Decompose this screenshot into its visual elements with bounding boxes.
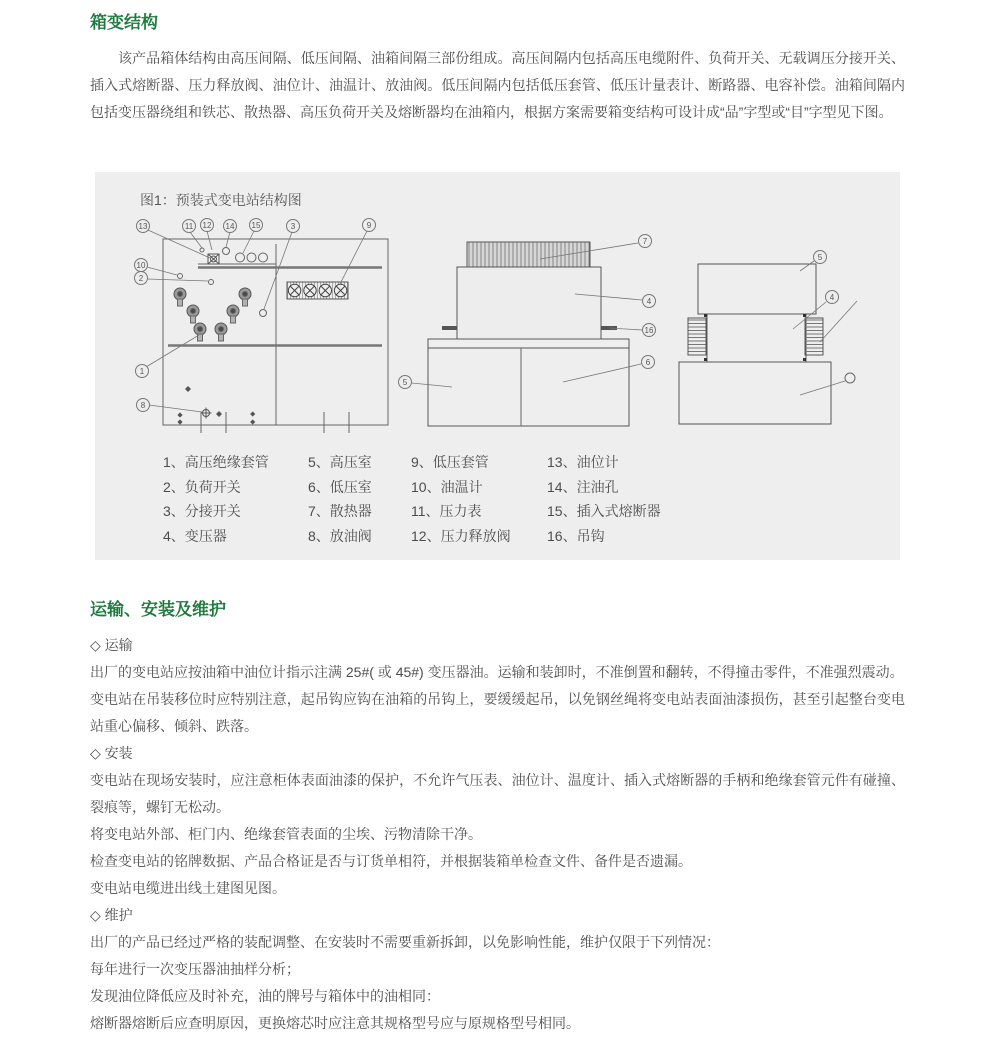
drain-valve-symbol: [201, 408, 212, 419]
install-subhead: ◇ 安装: [90, 745, 133, 761]
side-view-leaders: [793, 261, 857, 395]
legend-item: 13、油位计: [547, 454, 619, 470]
section1-paragraph: 该产品箱体结构由高压间隔、低压间隔、油箱间隔三部份组成。高压间隔内包括高压电缆附件、负荷开关、无载调压分接开关、插入式熔断器、压力释放阀、油位计、油温计、放油阀。低压间隔内包括低压套管、低压计量表计、断路器、电容补偿。油箱间隔内包括变压器绕组和铁芯、散热器、高压负荷开关及熔断器均在油箱内，根据方案需要箱变结构可设计成“品”字型或“目”字型见下图。: [90, 50, 905, 120]
hv-insulators: [174, 288, 251, 341]
legend-item: 2、负荷开关: [163, 478, 241, 495]
callout-7: [639, 235, 652, 248]
svg-text:13: 13: [138, 221, 148, 231]
legend-item: 14、注油孔: [547, 478, 619, 495]
svg-text:8: 8: [140, 400, 146, 410]
bottom-fittings: [177, 386, 255, 425]
legend-item: 1、高压绝缘套管: [163, 454, 269, 470]
svg-text:2: 2: [138, 273, 144, 283]
figure-panel: [95, 172, 900, 560]
legend-item: 7、散热器: [308, 503, 372, 519]
svg-text:1: 1: [139, 366, 145, 376]
callout-9: [363, 219, 376, 232]
svg-text:4: 4: [829, 292, 835, 302]
legend-item: 9、低压套管: [411, 454, 489, 470]
legend-item: 4、变压器: [163, 527, 227, 544]
callout-5-front: [399, 376, 412, 389]
legend-item: 16、吊钩: [547, 527, 605, 544]
callout-4-side: [826, 291, 839, 304]
front-view-drawing: [428, 242, 629, 426]
svg-text:10: 10: [136, 260, 146, 270]
svg-text:5: 5: [402, 377, 408, 387]
svg-text:16: 16: [644, 325, 654, 335]
svg-text:7: 7: [642, 236, 648, 246]
svg-text:6: 6: [645, 357, 651, 367]
body-line: 出厂的产品已经过严格的装配调整、在安装时不需要重新拆卸，以免影响性能，维护仅限于下列情况：: [90, 934, 720, 950]
callout-2: [135, 272, 148, 285]
callout-10: [135, 259, 148, 272]
callout-1: [136, 365, 149, 378]
svg-text:4: 4: [646, 296, 652, 306]
body-line: 每年进行一次变压器油抽样分析；: [90, 961, 300, 977]
legend-item: 11、压力表: [411, 503, 482, 519]
figure-title: 图1：预装式变电站结构图: [140, 192, 302, 208]
body-line: 检查变电站的铭牌数据、产品合格证是否与订货单相符，并根据装箱单检查文件、备件是否遗漏。: [90, 853, 692, 869]
legend-item: 15、插入式熔断器: [547, 503, 661, 519]
callout-12: [201, 219, 214, 232]
callout-8: [137, 399, 150, 412]
body-line: 将变电站外部、柜门内、绝缘套管表面的尘埃、污物清除干净。: [90, 826, 482, 842]
section2-body: [90, 632, 905, 1037]
callout-15: [250, 219, 263, 232]
plan-view-leaders: [146, 230, 367, 412]
callout-4-front: [643, 295, 656, 308]
body-line: 变电站在现场安装时，应注意柜体表面油漆的保护，不允许气压表、油位计、温度计、插入式熔断器的手柄和绝缘套管元件有碰撞、裂痕等，螺钉无松动。: [90, 772, 905, 815]
legend-item: 10、油温计: [411, 478, 483, 495]
substation-structure-diagram: [100, 214, 900, 444]
svg-text:14: 14: [225, 221, 235, 231]
section1-heading: 箱变结构: [90, 13, 158, 32]
section2-heading: 运输、安装及维护: [90, 600, 226, 619]
side-view-drawing: [679, 264, 855, 424]
svg-text:15: 15: [251, 220, 261, 230]
callout-3: [287, 220, 300, 233]
body-line: 变电站电缆进出线土建图见图。: [90, 880, 286, 896]
svg-text:11: 11: [184, 221, 194, 231]
legend-item: 8、放油阀: [308, 527, 372, 544]
svg-text:3: 3: [290, 221, 296, 231]
body-line: 变电站在吊装移位时应特别注意，起吊钩应钩在油箱的吊钩上，要缓缓起吊，以免钢丝绳将变电站表面油漆损伤，甚至引起整台变电站重心偏移、倾斜、跌落。: [90, 691, 905, 734]
callout-11: [183, 220, 196, 233]
callout-16: [643, 324, 656, 337]
callout-14: [224, 220, 237, 233]
callout-13: [137, 220, 150, 233]
maintain-subhead: ◇ 维护: [90, 907, 133, 923]
legend-item: 12、压力释放阀: [411, 527, 511, 544]
body-line: 出厂的变电站应按油箱中油位计指示注满 25#( 或 45#) 变压器油。运输和装卸时，不准倒置和翻转，不得撞击零件，不准强烈震动。: [90, 664, 904, 680]
transport-subhead: ◇ 运输: [90, 637, 133, 653]
legend-item: 3、分接开关: [163, 503, 241, 519]
callout-6: [642, 356, 655, 369]
svg-text:12: 12: [202, 220, 212, 230]
legend-item: 6、低压室: [308, 478, 372, 495]
svg-text:5: 5: [817, 252, 823, 262]
body-line: 熔断器熔断后应查明原因，更换熔芯时应注意其规格型号应与原规格型号相同。: [90, 1015, 580, 1031]
figure-legend: [163, 450, 900, 548]
body-line: 发现油位降低应及时补充，油的牌号与箱体中的油相同：: [90, 988, 440, 1004]
svg-text:9: 9: [366, 220, 372, 230]
callout-5-side: [814, 251, 827, 264]
legend-item: 5、高压室: [308, 454, 372, 470]
